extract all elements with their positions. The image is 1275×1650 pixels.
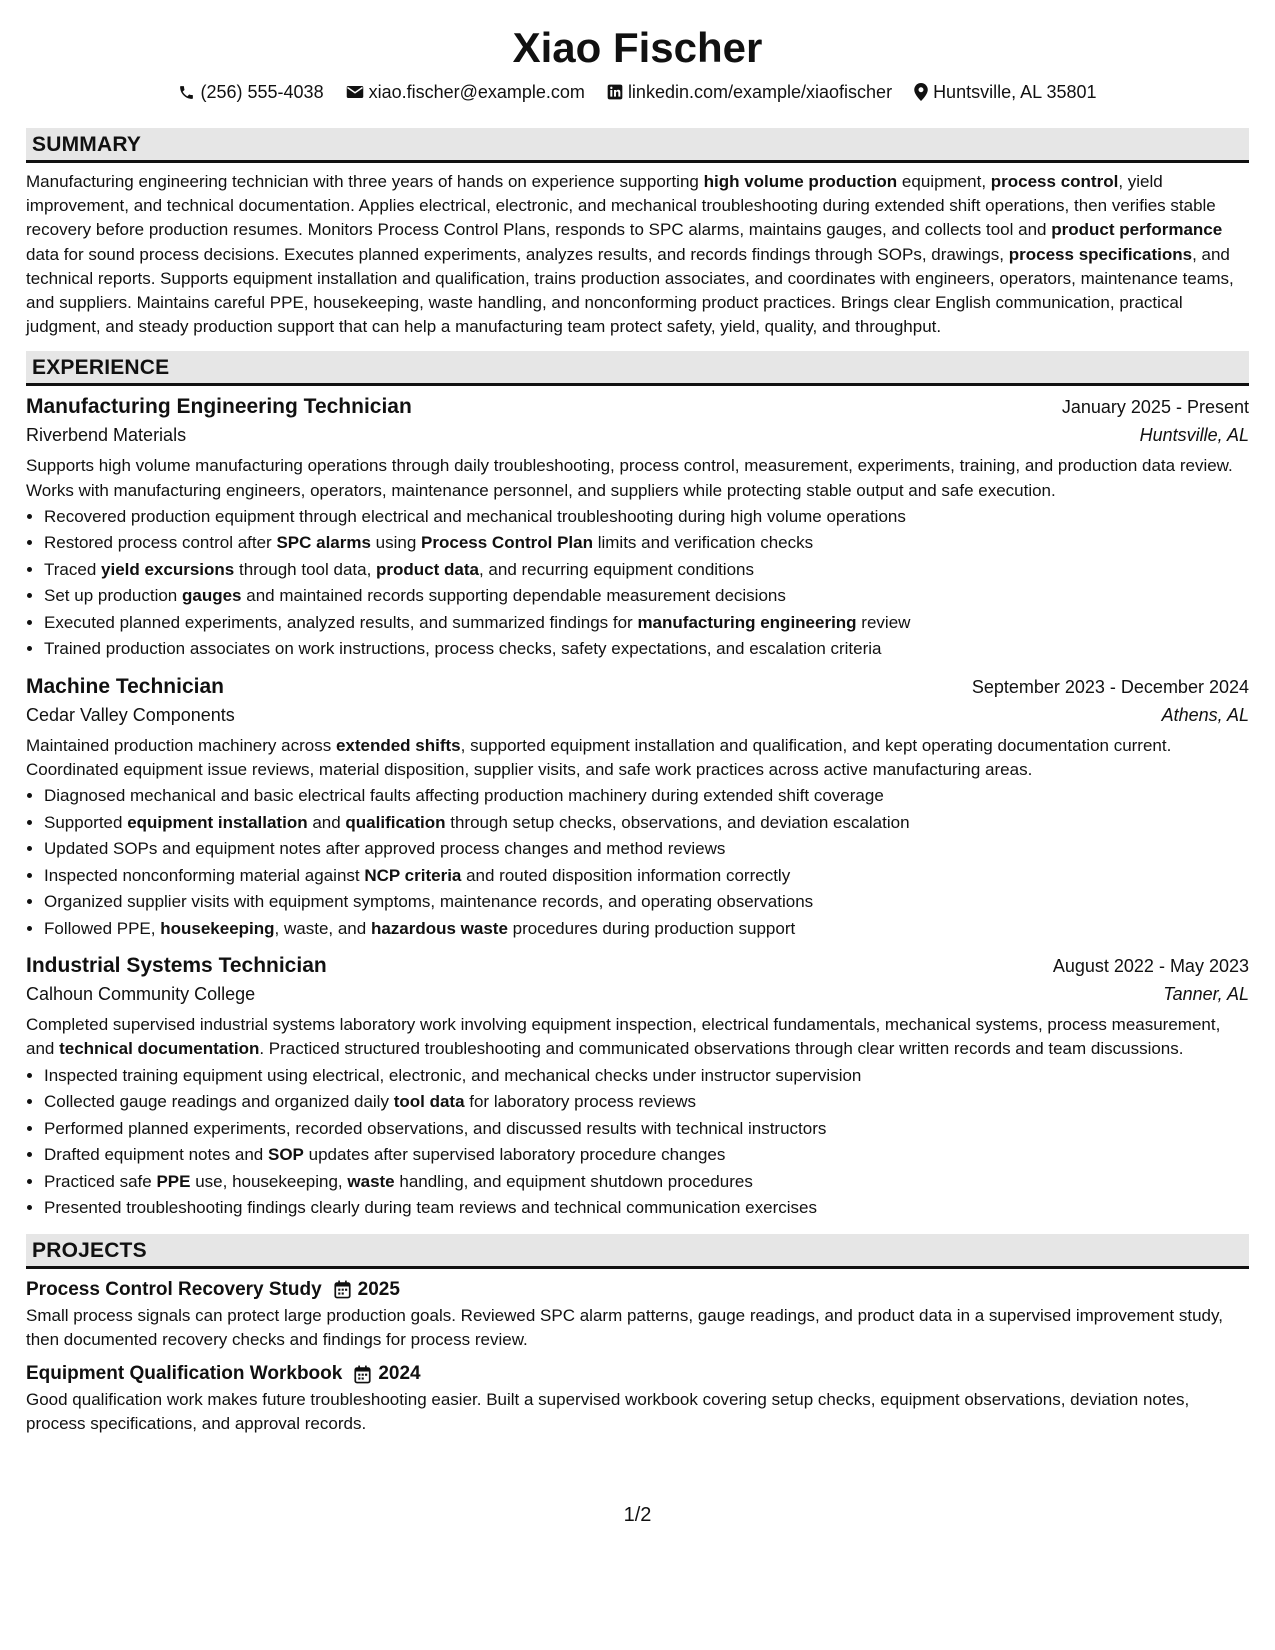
bold-phrase: housekeeping [160, 918, 275, 938]
calendar-icon [334, 1280, 351, 1299]
bold-phrase: hazardous waste [370, 918, 508, 938]
contact-email[interactable] [346, 80, 585, 104]
bullet-item: • Restored process control after SPC alarms using Process Control Plan limits and verification checks [44, 530, 1249, 557]
summary-text: Manufacturing engineering technician with three years of hands on experience supporting high volume production equipment, process control, yield improvement, and technical documentation. Applies electrical, electronic, and mechanical troubleshooting during extended shift operations, then verifies stable recovery before production resumes. Monitors Process Control Plans, responds to SPC alarms, maintains gauges, and collects tool and product performance data for sound process decisions. Executes planned experiments, analyzes results, and records findings through SOPs, drawings, process specifications, and technical reports. Supports equipment installation and qualification, trains production associates, and coordinates with engineers, operators, maintenance teams, and suppliers. Maintains careful PPE, housekeeping, waste handling, and nonconforming product practices. Brings clear English communication, practical judgment, and steady production support that can help a manufacturing team protect safety, yield, quality, and throughput. [26, 172, 1234, 337]
summary-section [26, 128, 1249, 339]
section-heading-summary: SUMMARY [26, 128, 1249, 163]
bold-phrase: tool data [393, 1092, 465, 1112]
phone-text: (256) 555-4038 [200, 82, 324, 102]
location-text: Huntsville, AL 35801 [933, 82, 1097, 102]
job-entry [26, 393, 1249, 662]
job-dates: August 2022 - May 2023 [1052, 956, 1249, 977]
bold-phrase: product performance [1051, 220, 1223, 240]
bold-phrase: NCP criteria [364, 865, 462, 885]
project-title: Equipment Qualification Workbook [26, 1363, 343, 1385]
bold-phrase: technical documentation [59, 1039, 260, 1059]
job-title: Machine Technician [26, 674, 224, 698]
section-heading-experience: EXPERIENCE [26, 351, 1249, 386]
bullet-item: • Organized supplier visits with equipment symptoms, maintenance records, and operating observations [44, 889, 1249, 916]
bold-phrase: high volume production [703, 172, 898, 191]
job-company: Calhoun Community College [26, 984, 256, 1005]
section-heading-projects: PROJECTS [26, 1234, 1249, 1269]
job-location: Athens, AL [1161, 704, 1249, 725]
bold-phrase: Process Control Plan [421, 533, 593, 553]
bullet-item: • Followed PPE, housekeeping, waste, and hazardous waste procedures during production support [44, 916, 1249, 943]
job-title: Industrial Systems Technician [26, 954, 327, 978]
bold-phrase: SPC alarms [276, 533, 371, 553]
job-description: Completed supervised industrial systems laboratory work involving equipment inspection, electrical fundamentals, mechanical systems, process measurement, and technical documentation. Practiced structured troubleshooting and communicated observations through clear written records and team discussions. [26, 1015, 1221, 1059]
job-title: Manufacturing Engineering Technician [26, 395, 412, 419]
project-description: Small process signals can protect large production goals. Reviewed SPC alarm patterns, gauge readings, and product data in a supervised improvement study, then documented recovery checks and findings for process review. [26, 1305, 1223, 1349]
project-year: 2024 [378, 1363, 421, 1385]
project-year: 2025 [357, 1278, 400, 1300]
job-bullets [26, 504, 1249, 663]
job-dates: January 2025 - Present [1061, 397, 1249, 418]
bullet-item: • Recovered production equipment through electrical and mechanical troubleshooting during high volume operations [44, 504, 1249, 531]
bullet-item: • Presented troubleshooting findings clearly during team reviews and technical communication exercises [44, 1195, 1249, 1222]
bullet-item: • Traced yield excursions through tool data, product data, and recurring equipment conditions [44, 557, 1249, 584]
phone-icon [178, 84, 195, 101]
envelope-icon [346, 84, 364, 100]
bullet-item: • Trained production associates on work instructions, process checks, safety expectations, and escalation criteria [44, 636, 1249, 663]
bold-phrase: process specifications [1008, 244, 1193, 264]
job-description: Maintained production machinery across extended shifts, supported equipment installation and qualification, and kept operating documentation current. Coordinated equipment issue reviews, material disposition, supplier visits, and safe work practices across active manufacturing areas. [26, 735, 1172, 780]
bold-phrase: process control [990, 172, 1119, 191]
bullet-item: • Collected gauge readings and organized daily tool data for laboratory process reviews [44, 1089, 1249, 1116]
bullet-item: • Executed planned experiments, analyzed results, and summarized findings for manufacturing engineering review [44, 610, 1249, 637]
bullet-item: • Inspected nonconforming material against NCP criteria and routed disposition information correctly [44, 863, 1249, 890]
bold-phrase: product data [376, 559, 479, 579]
bold-phrase: equipment installation [127, 812, 308, 832]
project-description: Good qualification work makes future troubleshooting easier. Built a supervised workbook covering setup checks, equipment observations, deviation notes, process specifications, and approval records. [26, 1390, 1190, 1434]
linkedin-text: linkedin.com/example/xiaofischer [627, 82, 893, 102]
map-pin-icon [914, 83, 928, 101]
bullet-item: • Supported equipment installation and qualification through setup checks, observations, and deviation escalation [44, 810, 1249, 837]
bullet-item: • Performed planned experiments, recorded observations, and discussed results with technical instructors [44, 1116, 1249, 1143]
bold-phrase: manufacturing engineering [637, 612, 857, 632]
job-location: Tanner, AL [1163, 984, 1249, 1005]
email-text: xiao.fischer@example.com [368, 82, 585, 102]
bold-phrase: yield excursions [101, 559, 235, 579]
contact-location [914, 80, 1096, 104]
candidate-name: Xiao Fischer [512, 24, 763, 71]
bold-phrase: gauges [181, 586, 242, 606]
job-company: Riverbend Materials [26, 425, 187, 446]
job-bullets [26, 783, 1249, 942]
experience-section [26, 351, 1249, 1221]
project-entry [26, 1276, 1249, 1352]
linkedin-icon [607, 84, 623, 100]
job-bullets [26, 1063, 1249, 1222]
bullet-item: • Set up production gauges and maintained records supporting dependable measurement decisions [44, 583, 1249, 610]
bold-phrase: waste [347, 1171, 395, 1191]
bullet-item: • Diagnosed mechanical and basic electrical faults affecting production machinery during extended shift coverage [44, 783, 1249, 810]
bold-phrase: extended shifts [335, 735, 461, 755]
contact-linkedin[interactable] [607, 80, 892, 104]
bold-phrase: PPE [156, 1171, 191, 1191]
page-number: 1/2 [623, 1504, 652, 1526]
bullet-item: • Drafted equipment notes and SOP updates after supervised laboratory procedure changes [44, 1142, 1249, 1169]
project-title: Process Control Recovery Study [26, 1278, 322, 1300]
projects-section [26, 1234, 1249, 1437]
bold-phrase: SOP [267, 1145, 304, 1165]
contact-phone [178, 80, 323, 104]
job-company: Cedar Valley Components [26, 704, 235, 725]
calendar-icon [354, 1365, 371, 1384]
bullet-item: • Inspected training equipment using electrical, electronic, and mechanical checks under instructor supervision [44, 1063, 1249, 1090]
job-dates: September 2023 - December 2024 [971, 676, 1249, 697]
bullet-item: • Practiced safe PPE use, housekeeping, waste handling, and equipment shutdown procedures [44, 1169, 1249, 1196]
contact-bar [26, 80, 1249, 104]
bullet-item: • Updated SOPs and equipment notes after approved process changes and method reviews [44, 836, 1249, 863]
job-location: Huntsville, AL [1139, 425, 1249, 446]
project-entry [26, 1360, 1249, 1436]
job-entry [26, 673, 1249, 942]
job-entry [26, 952, 1249, 1221]
job-description: Supports high volume manufacturing operations through daily troubleshooting, process control, measurement, experiments, training, and production data review. Works with manufacturing engineers, operators, maintenance personnel, and suppliers while protecting stable output and safe execution. [26, 456, 1233, 500]
bold-phrase: qualification [345, 812, 446, 832]
